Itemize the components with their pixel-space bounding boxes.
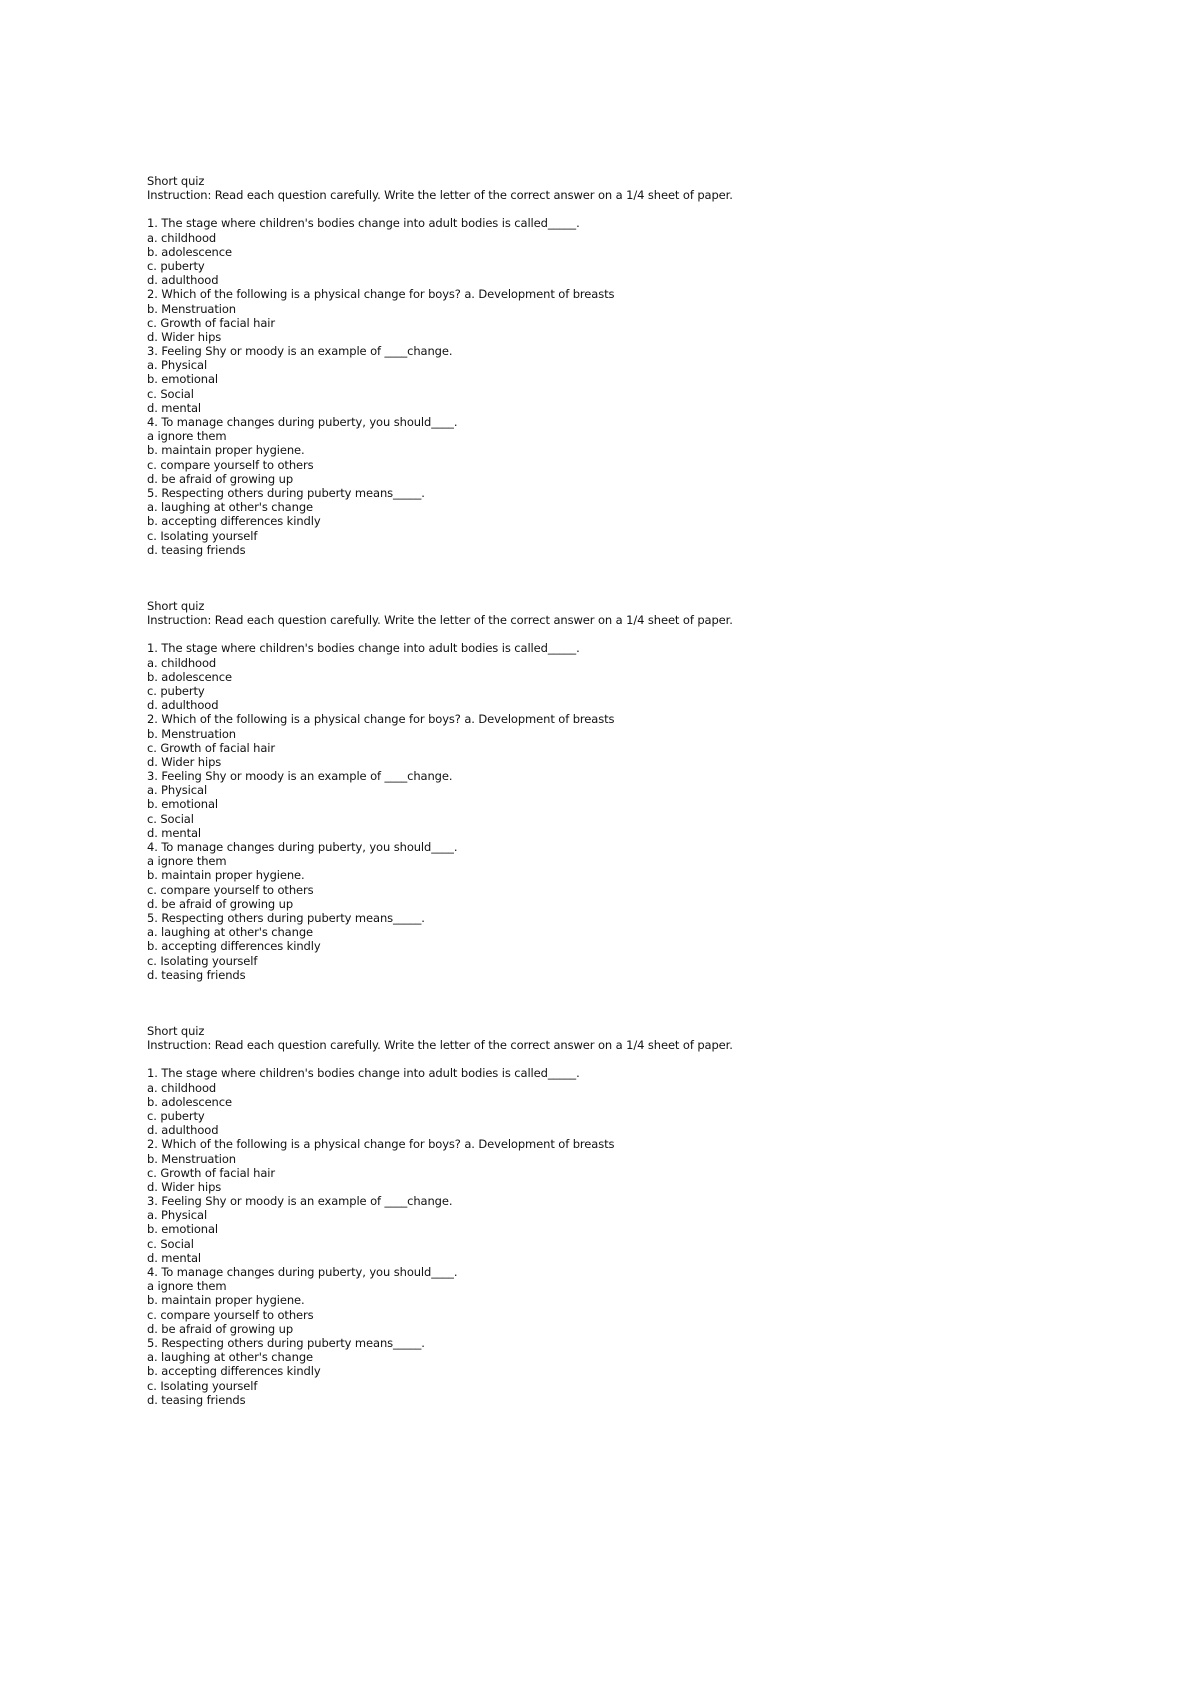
question-2-option-d: d. Wider hips [147,1179,222,1194]
question-3-option-d: d. mental [147,400,202,415]
question-4-option-a: a ignore them [147,429,227,444]
question-1-option-c: c. puberty [147,258,205,273]
question-2-option-c: c. Growth of facial hair [147,1165,276,1180]
question-4-option-a: a ignore them [147,1279,227,1294]
blank-line [147,202,1047,216]
question-1-option-d: d. adulthood [147,698,219,713]
question-2-option-b: b. Menstruation [147,1151,236,1166]
question-5-option-c: c. Isolating yourself [147,1378,258,1393]
question-1-option-a: a. childhood [147,230,217,245]
question-1-option-b: b. adolescence [147,1094,232,1109]
quiz-title: Short quiz [147,174,205,188]
question-5: 5. Respecting others during puberty means_____. [147,485,425,500]
question-4-option-d: d. be afraid of growing up [147,471,294,486]
question-1-option-a: a. childhood [147,1080,217,1095]
question-1-option-d: d. adulthood [147,273,219,288]
quiz-block [147,1024,1047,1407]
question-2-option-c: c. Growth of facial hair [147,740,276,755]
quiz-title: Short quiz [147,1024,205,1038]
question-3-option-a: a. Physical [147,1208,208,1223]
question-4-option-b: b. maintain proper hygiene. [147,868,305,883]
question-3-option-a: a. Physical [147,358,208,373]
question-1: 1. The stage where children's bodies change into adult bodies is called_____. [147,216,580,231]
quiz-instruction: Instruction: Read each question carefully. Write the letter of the correct answer on a 1/4 sheet of paper. [147,1038,733,1053]
question-5-option-a: a. laughing at other's change [147,500,313,515]
question-5-option-c: c. Isolating yourself [147,528,258,543]
question-3-option-a: a. Physical [147,783,208,798]
question-1-option-b: b. adolescence [147,669,232,684]
question-1-option-c: c. puberty [147,1108,205,1123]
question-4-option-b: b. maintain proper hygiene. [147,443,305,458]
question-4-option-c: c. compare yourself to others [147,1307,314,1322]
question-4: 4. To manage changes during puberty, you should____. [147,840,458,854]
question-1: 1. The stage where children's bodies change into adult bodies is called_____. [147,641,580,656]
question-5-option-b: b. accepting differences kindly [147,1364,321,1379]
question-4-option-a: a ignore them [147,854,227,869]
question-3-option-b: b. emotional [147,372,218,387]
quiz-instruction: Instruction: Read each question carefully. Write the letter of the correct answer on a 1/4 sheet of paper. [147,613,733,628]
question-4-option-c: c. compare yourself to others [147,882,314,897]
question-3: 3. Feeling Shy or moody is an example of ____change. [147,769,453,784]
question-2: 2. Which of the following is a physical change for boys? a. Development of breasts [147,1137,615,1152]
question-3-option-c: c. Social [147,386,194,401]
question-1-option-d: d. adulthood [147,1123,219,1138]
question-4-option-d: d. be afraid of growing up [147,896,294,911]
blank-line [147,1052,1047,1066]
quiz-title: Short quiz [147,599,205,613]
question-5-option-b: b. accepting differences kindly [147,514,321,529]
question-3-option-d: d. mental [147,825,202,840]
question-4-option-b: b. maintain proper hygiene. [147,1293,305,1308]
question-5: 5. Respecting others during puberty means_____. [147,1335,425,1350]
quiz-block [147,174,1047,557]
question-1-option-a: a. childhood [147,655,217,670]
question-5: 5. Respecting others during puberty means_____. [147,910,425,925]
question-4: 4. To manage changes during puberty, you should____. [147,415,458,429]
question-2: 2. Which of the following is a physical change for boys? a. Development of breasts [147,712,615,727]
quiz-block [147,599,1047,982]
question-5-option-d: d. teasing friends [147,1392,246,1407]
question-5-option-a: a. laughing at other's change [147,1350,313,1365]
question-2: 2. Which of the following is a physical change for boys? a. Development of breasts [147,287,615,302]
question-3-option-b: b. emotional [147,797,218,812]
question-1: 1. The stage where children's bodies change into adult bodies is called_____. [147,1066,580,1081]
question-3-option-d: d. mental [147,1250,202,1265]
quiz-instruction: Instruction: Read each question carefully. Write the letter of the correct answer on a 1/4 sheet of paper. [147,188,733,203]
question-4-option-c: c. compare yourself to others [147,457,314,472]
question-5-option-d: d. teasing friends [147,967,246,982]
question-3: 3. Feeling Shy or moody is an example of ____change. [147,1194,453,1209]
question-2-option-d: d. Wider hips [147,754,222,769]
question-4: 4. To manage changes during puberty, you should____. [147,1265,458,1279]
question-2-option-b: b. Menstruation [147,726,236,741]
question-5-option-b: b. accepting differences kindly [147,939,321,954]
question-5-option-d: d. teasing friends [147,542,246,557]
blank-line [147,627,1047,641]
question-3-option-b: b. emotional [147,1222,218,1237]
question-1-option-c: c. puberty [147,683,205,698]
question-3: 3. Feeling Shy or moody is an example of ____change. [147,344,453,359]
question-2-option-d: d. Wider hips [147,329,222,344]
question-5-option-c: c. Isolating yourself [147,953,258,968]
question-4-option-d: d. be afraid of growing up [147,1321,294,1336]
question-3-option-c: c. Social [147,811,194,826]
question-2-option-c: c. Growth of facial hair [147,315,276,330]
question-5-option-a: a. laughing at other's change [147,925,313,940]
question-2-option-b: b. Menstruation [147,301,236,316]
question-3-option-c: c. Social [147,1236,194,1251]
question-1-option-b: b. adolescence [147,244,232,259]
